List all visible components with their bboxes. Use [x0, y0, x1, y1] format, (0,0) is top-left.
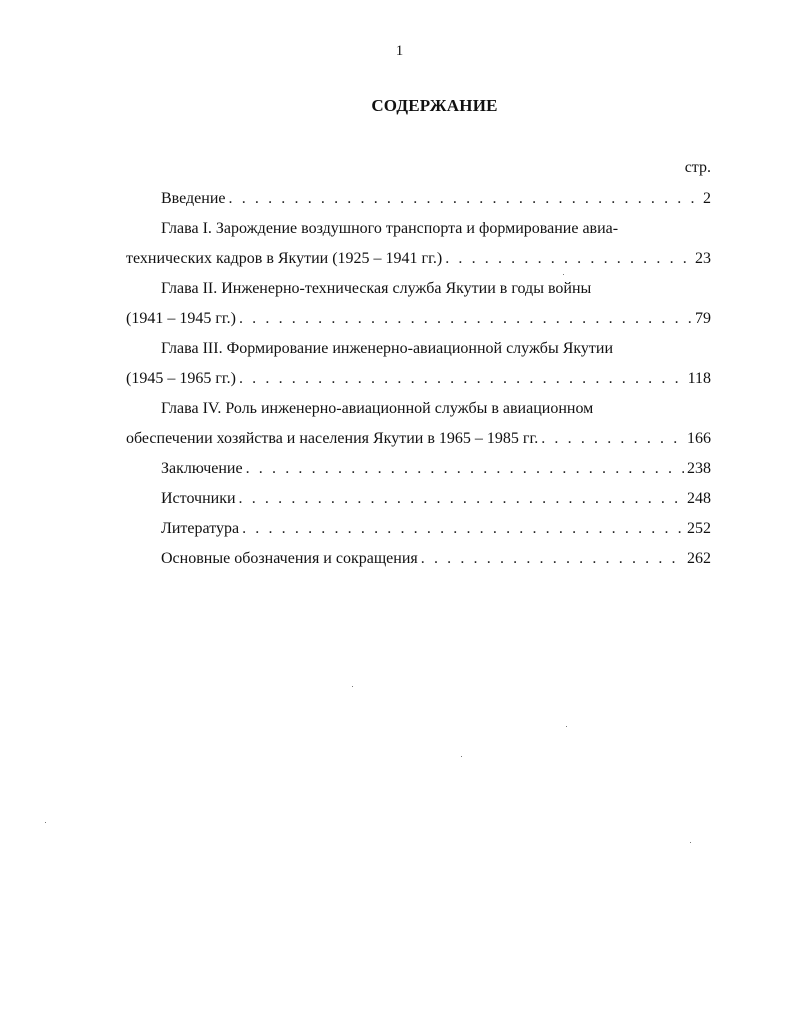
toc-entry-text: Глава II. Инженерно-техническая служба Якутии в годы войны	[161, 280, 592, 297]
toc-entry	[126, 274, 711, 334]
toc-page-number: 23	[695, 250, 711, 267]
scan-speck	[690, 842, 691, 843]
toc-line	[126, 544, 711, 574]
toc-entry	[126, 184, 711, 214]
toc-entry-text: Литература	[161, 520, 240, 537]
toc-line	[126, 274, 711, 304]
toc-entry-text: Глава III. Формирование инженерно-авиационной службы Якутии	[161, 340, 614, 357]
toc-entry-text: Основные обозначения и сокращения	[161, 550, 418, 567]
toc-entry	[126, 394, 711, 454]
toc-line	[126, 514, 711, 544]
scan-speck	[563, 274, 564, 275]
toc-line	[126, 394, 711, 424]
toc-entry	[126, 484, 711, 514]
scan-speck	[352, 686, 353, 687]
toc-entry	[126, 454, 711, 484]
toc-line	[126, 484, 711, 514]
dot-leader	[445, 244, 692, 274]
toc-entry-text: Глава IV. Роль инженерно-авиационной службы в авиационном	[161, 400, 594, 417]
dot-leader	[229, 184, 701, 214]
toc-entry	[126, 544, 711, 574]
toc-entry	[126, 514, 711, 544]
toc-line	[126, 364, 711, 394]
scan-speck	[461, 756, 462, 757]
page-title: СОДЕРЖАНИЕ	[371, 96, 498, 115]
toc-entry-text: обеспечении хозяйства и населения Якутии в 1965 – 1985 гг.	[126, 430, 539, 447]
toc-entry	[126, 214, 711, 274]
toc-line	[126, 334, 711, 364]
toc-entry	[126, 334, 711, 394]
toc-entry-text: Заключение	[161, 460, 243, 477]
toc-entry-text: технических кадров в Якутии (1925 – 1941 гг.)	[126, 250, 443, 267]
toc-page-number: 238	[687, 460, 711, 477]
dot-leader	[246, 454, 684, 484]
page-number: 1	[395, 43, 404, 59]
dot-leader	[421, 544, 684, 574]
toc-page-number: 166	[687, 430, 711, 447]
toc-entry-text: Источники	[161, 490, 236, 507]
dot-leader	[239, 484, 684, 514]
toc-line	[126, 244, 711, 274]
toc-entry-text: (1945 – 1965 гг.)	[126, 370, 236, 387]
toc-page-number: 262	[687, 550, 711, 567]
toc-line	[126, 424, 711, 454]
table-of-contents	[126, 184, 711, 574]
scan-speck	[566, 726, 567, 727]
toc-page-number: 252	[687, 520, 711, 537]
dot-leader	[242, 514, 684, 544]
toc-entry-text: (1941 – 1945 гг.)	[126, 310, 236, 327]
toc-page-number: 248	[687, 490, 711, 507]
toc-page-number: 79	[695, 310, 711, 327]
toc-page-number: 2	[703, 190, 711, 207]
toc-line	[126, 304, 711, 334]
toc-line	[126, 184, 711, 214]
toc-entry-text: Глава I. Зарождение воздушного транспорта и формирование авиа-	[161, 220, 619, 237]
toc-entry-text: Введение	[161, 190, 226, 207]
dot-leader	[239, 304, 692, 334]
toc-line	[126, 214, 711, 244]
scan-speck	[45, 822, 46, 823]
dot-leader	[239, 364, 685, 394]
toc-page-number: 118	[687, 370, 711, 387]
toc-line	[126, 454, 711, 484]
dot-leader	[541, 424, 684, 454]
page-column-label: стр.	[684, 159, 711, 176]
